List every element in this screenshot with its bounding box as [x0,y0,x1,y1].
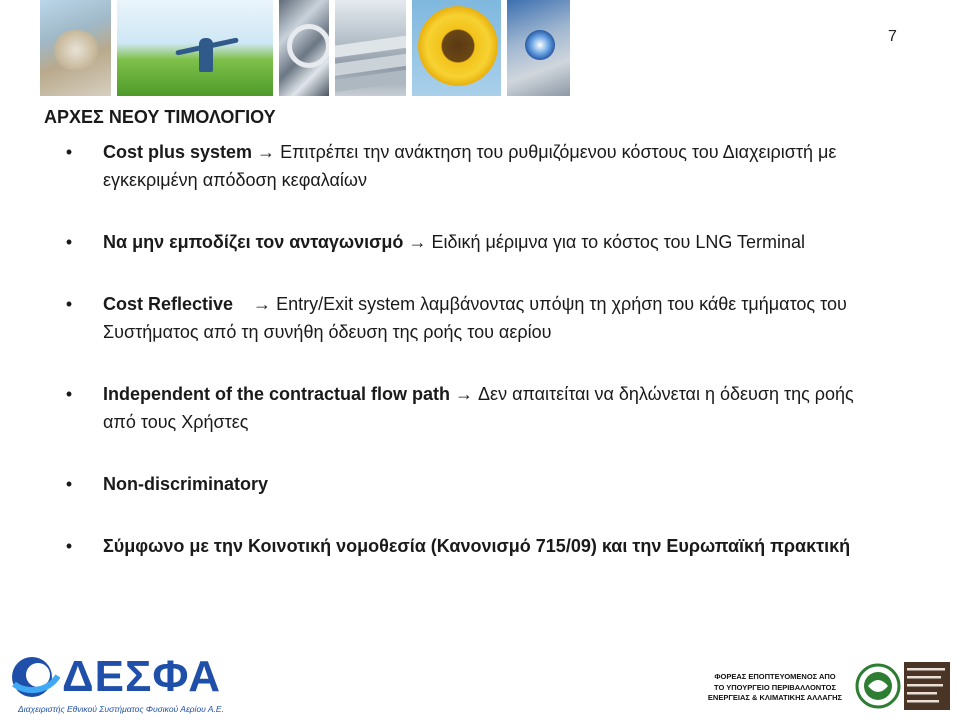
bullet-text: Entry/Exit system λαμβάνοντας υπόψη τη χρήση του κάθε τμήματος του Συστήματος από τη συνήθη όδευση της ροής του αερίου [103,294,847,342]
funding-notice [700,672,850,704]
header-photo-strip [40,0,570,96]
principles-list [63,138,863,560]
arrow-icon: → [450,384,479,404]
list-item [63,380,863,436]
arrow-icon: → [233,294,277,314]
field-person-photo [117,0,273,96]
list-item [63,138,863,194]
desfa-swirl-icon [8,654,60,700]
bullet-heading: Cost Reflective [103,294,234,314]
desfa-logo [6,648,236,718]
bullet-icon: • [65,294,73,314]
funding-line: ΕΝΕΡΓΕΙΑΣ & ΚΛΙΜΑΤΙΚΗΣ ΑΛΛΑΓΗΣ [707,693,843,702]
list-item [63,290,863,346]
list-item [63,470,863,498]
funding-line: ΤΟ ΥΠΟΥΡΓΕΙΟ ΠΕΡΙΒΑΛΛΟΝΤΟΣ [714,682,836,692]
funding-line: ΦΟΡΕΑΣ ΕΠΟΠΤΕΥΟΜΕΝΟΣ ΑΠΟ [714,672,836,681]
sunflower-photo [412,0,501,96]
gas-flame-photo [507,0,570,96]
bullet-text: Επιτρέπει την ανάκτηση του ρυθμιζόμενου κόστους του Διαχειριστή με εγκεκριμένη απόδοση κεφαλαίων [103,142,837,190]
bullet-heading: Non-discriminatory [103,474,269,494]
bullet-icon: • [65,474,73,494]
coastline-aerial-photo [40,0,111,96]
arrow-icon: → [252,142,281,162]
pipelines-photo [335,0,406,96]
bullet-heading: Να μην εμποδίζει τον ανταγωνισμό [103,232,404,252]
ministry-logo [854,660,952,712]
list-item [63,228,863,256]
bullet-text: Δεν απαιτείται να δηλώνεται η όδευση της ροής από τους Χρήστες [103,384,854,432]
arrow-icon: → [403,232,432,252]
bullet-icon: • [65,142,73,162]
page-number: 7 [888,28,897,45]
slide-title: ΑΡΧΕΣ ΝΕΟΥ ΤΙΜΟΛΟΓΙΟΥ [44,107,276,127]
bullet-heading: Σύμφωνο με την Κοινοτική νομοθεσία (Κανονισμό 715/09) και την Ευρωπαϊκή πρακτική [103,536,851,556]
list-item [63,532,863,560]
valve-wheel-photo [279,0,328,96]
bullet-heading: Cost plus system [103,142,253,162]
desfa-logo-name: ΔΕΣΦΑ [62,652,222,701]
bullet-icon: • [65,536,73,556]
bullet-text: Ειδική μέριμνα για το κόστος του LNG Terminal [431,232,806,252]
desfa-logo-subtitle: Διαχειριστής Εθνικού Συστήματος Φυσικού Αερίου Α.Ε. [18,704,224,714]
bullet-heading: Independent of the contractual flow path [103,384,451,404]
bullet-icon: • [65,232,73,252]
bullet-icon: • [65,384,73,404]
